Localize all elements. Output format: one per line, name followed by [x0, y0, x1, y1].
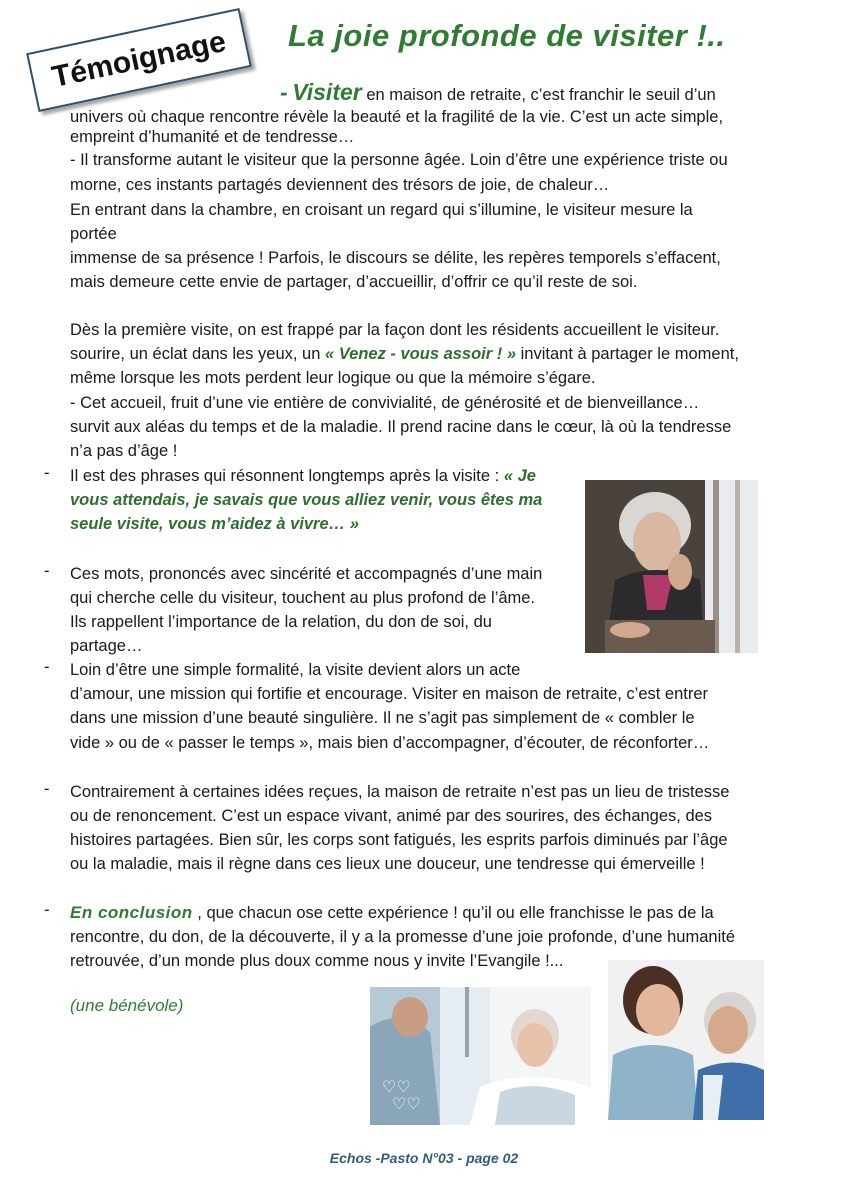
p7-line-1 [70, 901, 714, 926]
p2-line-5: survit aux aléas du temps et de la maladie. Il prend racine dans le cœur, là où la tendresse [70, 418, 732, 436]
p3-line-2: vous attendais, je savais que vous alliez venir, vous êtes ma [70, 491, 543, 509]
p6-dash: - [44, 780, 50, 798]
p6-line-2: ou de renoncement. C’est un espace vivant, animé par des sourires, des échanges, des [70, 807, 713, 825]
p5-line-3: dans une mission d’une beauté singulière. Il ne s’agit pas simplement de « combler le [70, 709, 695, 727]
intro-line-1-rest: en maison de retraite, c’est franchir le seuil d’un [361, 86, 716, 104]
photo-elderly-woman-window [585, 480, 758, 653]
p2-line-2-b: invitant à partager le moment, [516, 345, 739, 363]
p3-line-1-a: Il est des phrases qui résonnent longtemps après la visite : [70, 467, 504, 485]
p5-line-4: vide » ou de « passer le temps », mais bien d’accompagner, d’écouter, de réconforter… [70, 734, 710, 752]
p2-line-1: Dès la première visite, on est frappé par la façon dont les résidents accueillent le visiteur. [70, 321, 720, 339]
signature: (une bénévole) [70, 996, 184, 1015]
p4-dash: - [44, 562, 50, 580]
p3-line-3: seule visite, vous m’aidez à vivre… » [70, 515, 359, 533]
p7-dash: - [44, 901, 50, 919]
intro-line-3: empreint d’humanité et de tendresse… [70, 128, 355, 146]
testimony-tag-label: Témoignage [49, 25, 229, 95]
p4-line-2: qui cherche celle du visiteur, touchent au plus profond de l’âme. [70, 589, 536, 607]
p4-line-4: partage… [70, 637, 143, 655]
p6-line-1: Contrairement à certaines idées reçues, la maison de retraite n’est pas un lieu de tristesse [70, 783, 730, 801]
page-footer: Echos -Pasto N°03 - page 02 [329, 1150, 519, 1166]
p5-line-1: Loin d’être une simple formalité, la visite devient alors un acte [70, 661, 521, 679]
intro-dash: - [280, 79, 288, 105]
p6-line-4: ou la maladie, mais il règne dans ces lieux une douceur, une tendresse qui émerveille ! [70, 855, 705, 873]
p5-line-2: d’amour, une mission qui fortifie et encourage. Visiter en maison de retraite, c’est entrer [70, 685, 709, 703]
svg-text:♡♡: ♡♡ [392, 1094, 421, 1113]
p3-line-1 [70, 464, 536, 489]
p1-line-1: - Il transforme autant le visiteur que la personne âgée. Loin d’être une expérience triste ou [70, 151, 728, 169]
intro-line-2: univers où chaque rencontre révèle la beauté et la fragilité de la vie. C’est un acte simple, [70, 108, 724, 126]
testimony-tag [26, 8, 252, 112]
p1-line-4: portée [70, 225, 117, 243]
conclusion-lead: En conclusion [70, 903, 193, 922]
p2-line-2 [70, 342, 739, 367]
p7-line-1-rest: , que chacun ose cette expérience ! qu’il ou elle franchisse le pas de la [192, 904, 714, 922]
p5-dash: - [44, 658, 50, 676]
page-title: La joie profonde de visiter !.. [288, 18, 726, 53]
p1-line-5: immense de sa présence ! Parfois, le discours se délite, les repères temporels s’effacent, [70, 249, 721, 267]
p4-line-1: Ces mots, prononcés avec sincérité et accompagnés d’une main [70, 565, 543, 583]
p1-line-6: mais demeure cette envie de partager, d’accueillir, d’offrir ce qu’il reste de soi. [70, 273, 638, 291]
photo-young-and-elderly [608, 960, 764, 1120]
p3-quote-start: « Je [503, 467, 536, 485]
p7-line-2: rencontre, du don, de la découverte, il y a la promesse d’une joie profonde, d’une humanité [70, 928, 736, 946]
p4-line-3: Ils rappellent l’importance de la relation, du don de soi, du [70, 613, 492, 631]
intro-line-1 [280, 80, 716, 108]
photo-bedside-visit [370, 987, 591, 1125]
p2-line-3: même lorsque les mots perdent leur logique ou que la mémoire s’égare. [70, 369, 596, 387]
svg-text:♡♡: ♡♡ [382, 1077, 411, 1096]
p2-quote: « Venez - vous assoir ! » [324, 345, 517, 363]
p1-line-3: En entrant dans la chambre, en croisant un regard qui s’illumine, le visiteur mesure la [70, 201, 693, 219]
p1-line-2: morne, ces instants partagés deviennent des trésors de joie, de chaleur… [70, 176, 610, 194]
p7-line-3: retrouvée, d’un monde plus doux comme nous y invite l’Evangile !... [70, 952, 564, 970]
p2-line-6: n’a pas d’âge ! [70, 442, 178, 460]
p6-line-3: histoires partagées. Bien sûr, les corps sont fatigués, les esprits parfois diminués par l’âge [70, 831, 728, 849]
p2-line-2-a: sourire, un éclat dans les yeux, un [70, 345, 325, 363]
intro-lead-word: Visiter [292, 79, 362, 105]
p2-line-4: - Cet accueil, fruit d’une vie entière de convivialité, de générosité et de bienveillance… [70, 394, 700, 412]
p3-dash: - [44, 464, 50, 482]
